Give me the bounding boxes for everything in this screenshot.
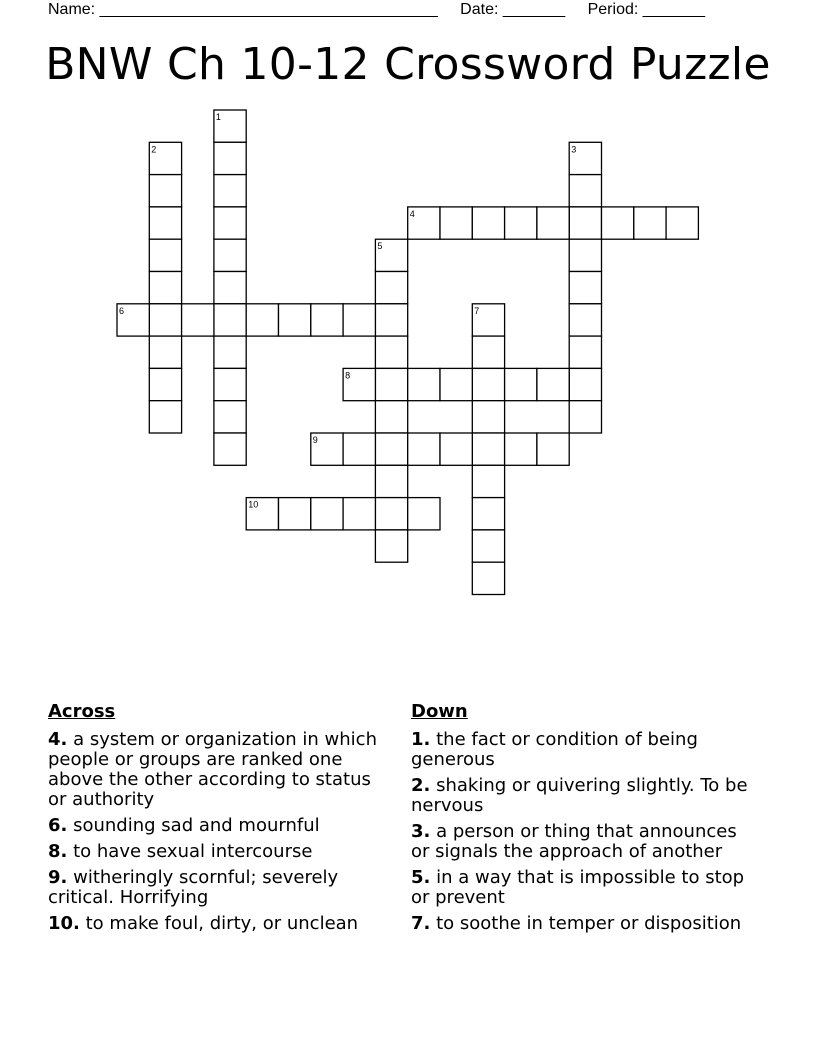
grid-cell[interactable]: [408, 498, 440, 530]
grid-cell[interactable]: [440, 368, 472, 400]
grid-cell[interactable]: [214, 142, 246, 174]
clue-down-2: 2. shaking or quivering slightly. To be nervous: [411, 775, 748, 816]
grid-cell[interactable]: [375, 530, 407, 562]
down-clues: [411, 700, 751, 940]
cell-number: 7: [474, 305, 480, 316]
grid-cell[interactable]: [569, 368, 601, 400]
grid-cell[interactable]: [569, 207, 601, 239]
grid-cell[interactable]: [569, 239, 601, 271]
grid-cell[interactable]: [375, 336, 407, 368]
grid-cell[interactable]: [505, 433, 537, 465]
grid-cell[interactable]: [440, 207, 472, 239]
grid-cell[interactable]: [279, 498, 311, 530]
grid-cell[interactable]: [214, 207, 246, 239]
grid-cell[interactable]: [214, 304, 246, 336]
grid-cell[interactable]: [472, 465, 504, 497]
period-field[interactable]: Period: _______: [587, 1, 706, 18]
clue-across-6: 6. sounding sad and mournful: [48, 815, 320, 836]
down-heading: Down: [411, 701, 468, 722]
clue-across-4: 4. a system or organization in which people or groups are ranked one above the other according to status or authority: [48, 729, 377, 810]
grid-cell[interactable]: [472, 498, 504, 530]
clue-down-3: 3. a person or thing that announces or signals the approach of another: [411, 821, 737, 862]
grid-cell[interactable]: [408, 433, 440, 465]
across-clues: [48, 700, 378, 940]
grid-cell[interactable]: [569, 401, 601, 433]
grid-cell[interactable]: [634, 207, 666, 239]
grid-cell[interactable]: [602, 207, 634, 239]
cell-number: 6: [119, 305, 125, 316]
grid-cell[interactable]: [472, 433, 504, 465]
grid-cell[interactable]: [472, 562, 504, 594]
grid-cell[interactable]: [375, 465, 407, 497]
grid-cell[interactable]: [214, 239, 246, 271]
grid-cell[interactable]: [569, 272, 601, 304]
cell-number: 1: [215, 112, 221, 122]
grid-cell[interactable]: [214, 401, 246, 433]
clue-across-8: 8. to have sexual intercourse: [48, 841, 313, 862]
grid-cell[interactable]: [472, 530, 504, 562]
grid-cell[interactable]: [343, 433, 375, 465]
grid-cell[interactable]: [311, 498, 343, 530]
grid-cell[interactable]: [182, 304, 214, 336]
grid-cell[interactable]: [440, 433, 472, 465]
grid-cell[interactable]: [375, 272, 407, 304]
grid-cell[interactable]: [149, 304, 181, 336]
grid-cell[interactable]: [505, 207, 537, 239]
grid-cell[interactable]: [311, 304, 343, 336]
grid-cell[interactable]: [214, 175, 246, 207]
cell-number: 10: [248, 499, 259, 510]
grid-cell[interactable]: [149, 272, 181, 304]
grid-cell[interactable]: [246, 304, 278, 336]
grid-cell[interactable]: [149, 239, 181, 271]
grid-cell[interactable]: [408, 368, 440, 400]
grid-cell[interactable]: [472, 401, 504, 433]
grid-cell[interactable]: [149, 336, 181, 368]
cell-number: 4: [409, 208, 415, 219]
clue-across-9: 9. witheringly scornful; severely critical. Horrifying: [48, 867, 339, 908]
grid-cell[interactable]: [569, 336, 601, 368]
grid-cell[interactable]: [505, 368, 537, 400]
grid-cell[interactable]: [569, 304, 601, 336]
cell-number: 3: [571, 144, 577, 155]
grid-cell[interactable]: [149, 175, 181, 207]
grid-cell[interactable]: [214, 336, 246, 368]
grid-cell[interactable]: [472, 336, 504, 368]
grid-cell[interactable]: [279, 304, 311, 336]
grid-cell[interactable]: [375, 304, 407, 336]
grid-cell[interactable]: [537, 433, 569, 465]
grid-cell[interactable]: [375, 401, 407, 433]
across-heading: Across: [48, 701, 116, 722]
grid-cell[interactable]: [569, 175, 601, 207]
name-field[interactable]: Name: ______________________________________: [48, 1, 438, 18]
grid-cell[interactable]: [149, 401, 181, 433]
clue-down-1: 1. the fact or condition of being generous: [411, 729, 698, 770]
grid-cell[interactable]: [472, 207, 504, 239]
grid-cell[interactable]: [149, 207, 181, 239]
grid-cell[interactable]: [214, 433, 246, 465]
grid-cell[interactable]: [375, 433, 407, 465]
grid-cell[interactable]: [537, 207, 569, 239]
date-field[interactable]: Date: _______: [460, 1, 566, 18]
grid-cell[interactable]: [375, 368, 407, 400]
grid-cell[interactable]: [214, 272, 246, 304]
grid-cell[interactable]: [343, 498, 375, 530]
grid-cell[interactable]: [666, 207, 698, 239]
cell-number: 5: [377, 241, 383, 252]
clue-across-10: 10. to make foul, dirty, or unclean: [48, 913, 359, 934]
grid-cell[interactable]: [537, 368, 569, 400]
grid-cell[interactable]: [343, 304, 375, 336]
grid-cell[interactable]: [214, 368, 246, 400]
cell-number: 8: [345, 370, 351, 381]
grid-cell[interactable]: [375, 498, 407, 530]
clue-down-7: 7. to soothe in temper or disposition: [411, 913, 742, 934]
grid-cell[interactable]: [472, 368, 504, 400]
clue-down-5: 5. in a way that is impossible to stop or prevent: [411, 867, 745, 908]
grid-cell[interactable]: [149, 368, 181, 400]
cell-number: 9: [312, 435, 318, 445]
cell-number: 2: [151, 144, 157, 155]
page-title: BNW Ch 10-12 Crossword Puzzle: [45, 39, 771, 90]
